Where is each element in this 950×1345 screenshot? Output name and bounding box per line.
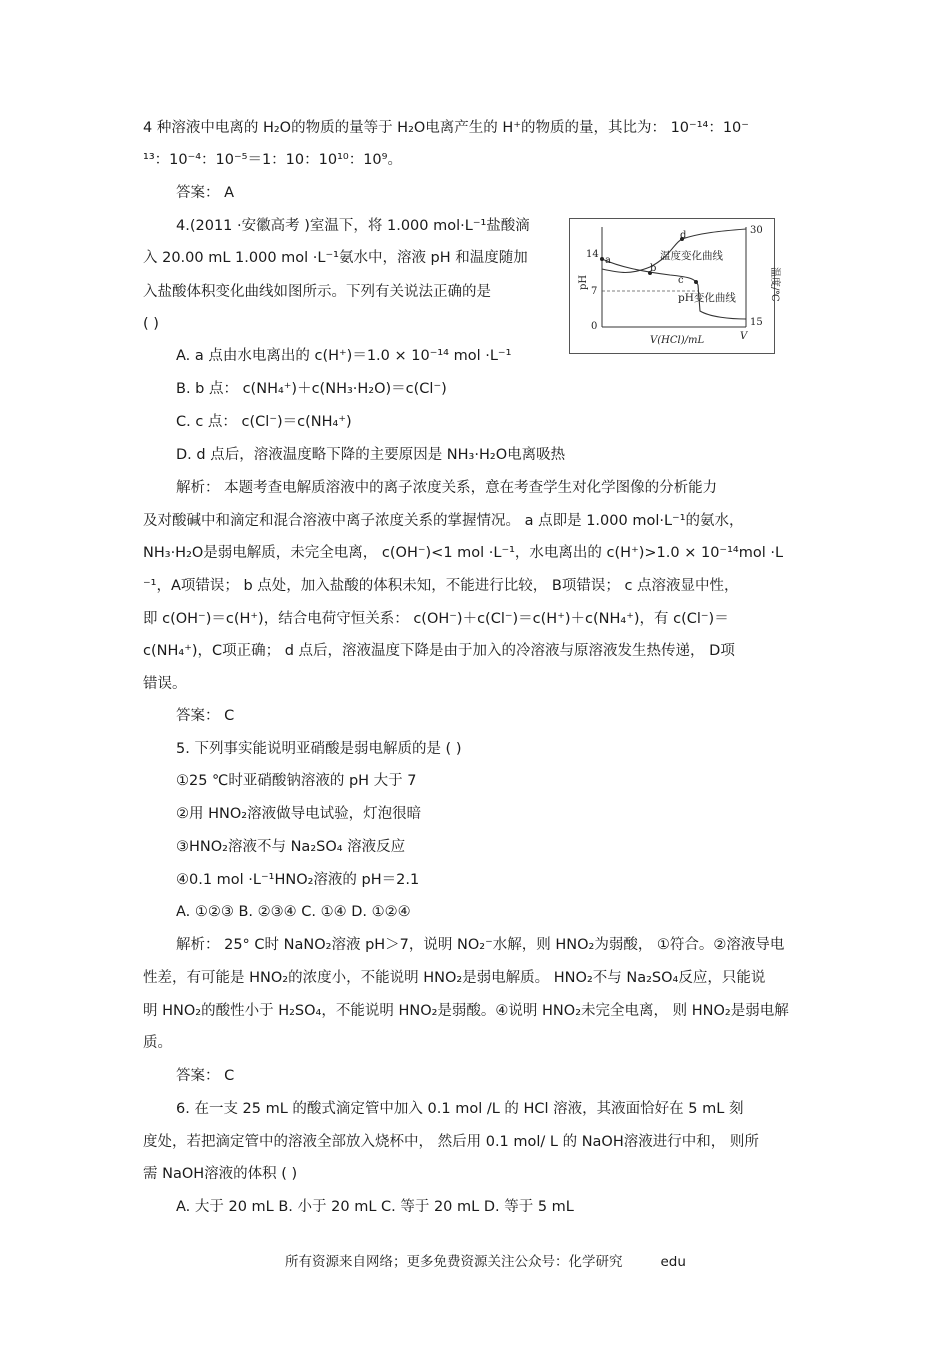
answer-line: 答案： C [176, 708, 235, 724]
option-c: C. c 点： c(Cl⁻)＝c(NH₄⁺) [176, 414, 352, 430]
statement-2: ②用 HNO₂溶液做导电试验，灯泡很暗 [176, 806, 422, 822]
question-6-line: 6. 在一支 25 mL 的酸式滴定管中加入 0.1 mol /L 的 HCl 溶液，其液面恰好在 5 mL 刻 [176, 1101, 744, 1117]
analysis-line: 错误。 [143, 676, 187, 692]
y-left-label: pH [578, 274, 589, 290]
question-4-line: 4.(2011 ·安徽高考 )室温下，将 1.000 mol·L⁻¹盐酸滴 [176, 218, 530, 234]
analysis-line: 解析： 25° C时 NaNO₂溶液 pH＞7，说明 NO₂⁻水解，则 HNO₂为弱酸， ①符合。②溶液导电 [176, 937, 785, 953]
tick-0: 0 [591, 321, 598, 332]
answer-bracket: ( ) [143, 316, 159, 332]
footer-text: 所有资源来自网络；更多免费资源关注公众号：化学研究 [285, 1254, 623, 1270]
temperature-curve-label: 温度变化曲线 [660, 250, 723, 262]
option-a: A. a 点由水电离出的 c(H⁺)＝1.0 × 10⁻¹⁴ mol ·L⁻¹ [176, 348, 512, 364]
tick-14: 14 [586, 249, 599, 260]
ph-curve-label: pH变化曲线 [678, 292, 736, 304]
tick-7: 7 [591, 286, 598, 297]
analysis-line: 即 c(OH⁻)＝c(H⁺)，结合电荷守恒关系： c(OH⁻)＋c(Cl⁻)＝c(H⁺)＋c(NH₄⁺)，有 c(Cl⁻)＝ [143, 611, 729, 627]
y-right-label: 温度/℃ [769, 267, 780, 302]
answer-line: 答案： A [176, 185, 235, 201]
point-c [694, 280, 698, 284]
options-line: A. 大于 20 mL B. 小于 20 mL C. 等于 20 mL D. 等于 5 mL [176, 1199, 574, 1215]
ph-curve [602, 259, 746, 319]
x-end-label: V [740, 331, 748, 342]
analysis-line: 及对酸碱中和滴定和混合溶液中离子浓度关系的掌握情况。 a 点即是 1.000 mol·L⁻¹的氨水， [143, 513, 744, 529]
statement-4: ④0.1 mol ·L⁻¹HNO₂溶液的 pH＝2.1 [176, 872, 420, 888]
analysis-line: 解析： 本题考查电解质溶液中的离子浓度关系，意在考查学生对化学图像的分析能力 [176, 480, 718, 496]
statement-1: ①25 ℃时亚硝酸钠溶液的 pH 大于 7 [176, 773, 417, 789]
question-4-line: 入 20.00 mL 1.000 mol ·L⁻¹氨水中，溶液 pH 和温度随加 [143, 250, 528, 266]
analysis-line: NH₃·H₂O是弱电解质，未完全电离， c(OH⁻)<1 mol ·L⁻¹，水电离出的 c(H⁺)>1.0 × 10⁻¹⁴mol ·L [143, 545, 784, 561]
text-line: ¹³：10⁻⁴：10⁻⁵＝1：10：10¹⁰：10⁹。 [143, 152, 402, 168]
analysis-line: 质。 [143, 1035, 172, 1051]
text-line: 4 种溶液中电离的 H₂O的物质的量等于 H₂O电离产生的 H⁺的物质的量，其比为： 10⁻¹⁴：10⁻ [143, 120, 749, 136]
options-line: A. ①②③ B. ②③④ C. ①④ D. ①②④ [176, 904, 411, 920]
label-a: a [605, 255, 611, 266]
x-axis-label: V(HCl)/mL [650, 335, 705, 346]
footer-edu: edu [660, 1254, 686, 1270]
question-4-line: 入盐酸体积变化曲线如图所示。下列有关说法正确的是 [143, 284, 491, 300]
label-b: b [650, 263, 657, 274]
analysis-line: 性差，有可能是 HNO₂的浓度小，不能说明 HNO₂是弱电解质。 HNO₂不与 Na₂SO₄反应，只能说 [143, 970, 766, 986]
tick-30: 30 [750, 225, 763, 236]
analysis-line: ⁻¹，A项错误； b 点处，加入盐酸的体积未知，不能进行比较， B项错误； c 点溶液显中性， [143, 578, 739, 594]
label-d: d [680, 230, 687, 241]
analysis-line: 明 HNO₂的酸性小于 H₂SO₄，不能说明 HNO₂是弱酸。④说明 HNO₂未完全电离， 则 HNO₂是弱电解 [143, 1003, 789, 1019]
label-c: c [678, 275, 684, 286]
point-a [600, 257, 604, 261]
question-6-line: 度处，若把滴定管中的溶液全部放入烧杯中， 然后用 0.1 mol/ L 的 NaOH溶液进行中和， 则所 [143, 1134, 759, 1150]
page-footer [285, 1250, 686, 1270]
option-d: D. d 点后，溶液温度略下降的主要原因是 NH₃·H₂O电离吸热 [176, 447, 566, 463]
titration-figure [569, 218, 780, 354]
option-b: B. b 点： c(NH₄⁺)＋c(NH₃·H₂O)＝c(Cl⁻) [176, 381, 447, 397]
statement-3: ③HNO₂溶液不与 Na₂SO₄ 溶液反应 [176, 839, 406, 855]
answer-line: 答案： C [176, 1068, 235, 1084]
tick-15: 15 [750, 317, 763, 328]
question-5-line: 5. 下列事实能说明亚硝酸是弱电解质的是 ( ) [176, 741, 462, 757]
analysis-line: c(NH₄⁺)，C项正确； d 点后，溶液温度下降是由于加入的冷溶液与原溶液发生热传递， D项 [143, 643, 735, 659]
question-6-line: 需 NaOH溶液的体积 ( ) [143, 1166, 298, 1182]
